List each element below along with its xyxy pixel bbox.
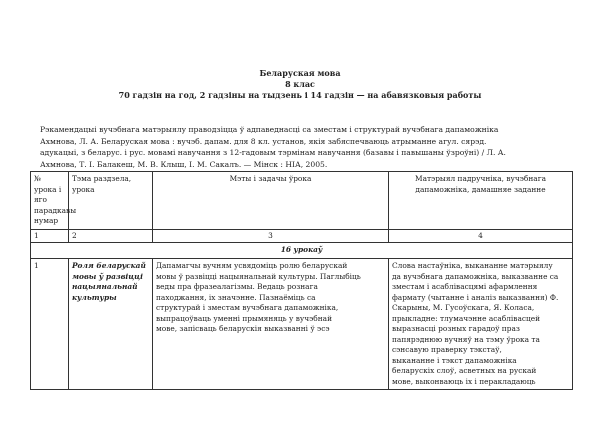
material-line: да вучэбнага дапаможніка, выказванне са <box>392 271 559 281</box>
lesson-material <box>389 259 573 390</box>
goals-line: Дапамагчы вучням усвядоміць ролю беларускай <box>156 261 348 270</box>
intro-line: Ахмнова, Л. А. Беларуская мова : вучэб. дапам. для 8 кл. установ, якія забяспечваюць атрыманне агул. сярэд. <box>40 136 487 146</box>
header-material: Матэрыял падручніка, вучэбнага дапаможніка, дамашняе заданне <box>389 172 573 230</box>
header-lesson-number: № урока і яго парадкавы нумар <box>31 172 69 230</box>
column-number: 4 <box>389 229 573 243</box>
material-line: выкананне і тэкст дапаможніка <box>392 355 517 365</box>
title-block <box>0 68 600 101</box>
header-goals: Мэты і задачы ўрока <box>153 172 389 230</box>
material-line: фармату (чытанне і аналіз выказвання) Ф. <box>392 292 559 302</box>
intro-line: адукацыі, з беларус. і рус. мовамі навучання з 12-гадовым тэрмінам навучання (базавы і павышаны ўзроўні) / Л. А. <box>40 148 506 157</box>
goals-line: мове, запісваць беларускія выказванні ў эсэ <box>156 324 330 333</box>
table-header-row <box>31 172 573 230</box>
column-number-row <box>31 229 573 243</box>
hours-title: 70 гадзін на год, 2 гадзіны на тыдзень і 14 гадзін — на абавязковыя работы <box>118 90 482 100</box>
column-number: 2 <box>69 229 153 243</box>
lesson-topic: Роля беларускай мовы ў развіцці нацыянальнай культуры <box>69 259 153 390</box>
goals-line: мовы ў развіцці нацыянальнай культуры. Паглыбіць <box>156 271 361 281</box>
material-line: сэнсавую праверку тэкстаў, <box>392 345 502 354</box>
lesson-plan-table <box>30 171 573 390</box>
material-line: папярэднюю вучняў на тэму ўрока та <box>392 334 540 344</box>
material-line: Скарыны, М. Гусоўскага, Я. Коласа, <box>392 303 535 312</box>
subject-title: Беларуская мова <box>259 68 341 78</box>
intro-line: Рэкамендацыі вучэбнага матэрыялу праводзіцца ў адпаведнасці са зместам і структурай вучэбнага дапаможніка <box>40 125 499 134</box>
goals-line: структурай і зместам вучэбнага дапаможніка, <box>156 303 339 312</box>
goals-line: паходжання, іх значэнне. Пазнаёміць са <box>156 292 316 302</box>
intro-line: Ахмнова, Т. І. Балакеш, М. В. Клыш, І. М. Сакалъ. — Мінск : НІА, 2005. <box>40 159 328 169</box>
column-number: 1 <box>31 229 69 243</box>
material-line: выразнасці розных гарадоў праз <box>392 324 520 333</box>
header-topic: Тэма раздзела, урока <box>69 172 153 230</box>
material-line: зместам і асаблівасцямі афармлення <box>392 282 538 291</box>
grade-title: 8 клас <box>285 79 315 89</box>
lesson-number: 1 <box>31 259 69 390</box>
lesson-goals <box>153 259 389 390</box>
material-line: Слова настаўніка, выкананне матэрыялу <box>392 261 553 270</box>
section-hours: 16 урокаў <box>31 243 573 259</box>
material-line: беларускіх слоў, асветных на рускай <box>392 366 537 375</box>
column-number: 3 <box>153 229 389 243</box>
goals-line: веды пра фразеалагізмы. Ведаць рознага <box>156 282 318 291</box>
table-row <box>31 259 573 390</box>
goals-line: выпрацоўваць уменні прымяняць у вучэбнай <box>156 313 332 323</box>
intro-paragraph <box>40 124 560 170</box>
section-hours-row <box>31 243 573 259</box>
material-line: мове, выконваюць іх і перакладаюць <box>392 376 536 386</box>
material-line: прыкладне: тлумачэнне асаблівасцей <box>392 313 541 323</box>
